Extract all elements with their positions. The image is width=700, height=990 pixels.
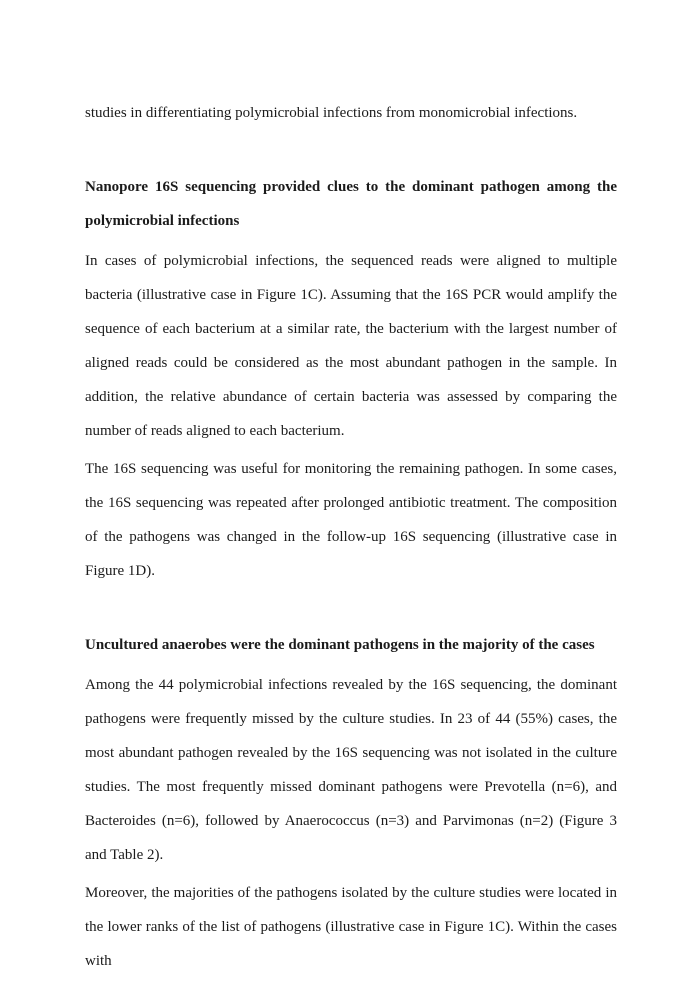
paragraph-polymicrobial-aligned-reads: In cases of polymicrobial infections, the sequenced reads were aligned to multiple bacteria (illustrative case in Figure 1C). Assuming that the 16S PCR would amplify the sequence of each bacterium at a similar rate, the bacterium with the largest number of aligned reads could be considered as the most abundant pathogen in the sample. In addition, the relative abundance of certain bacteria was assessed by comparing the number of reads aligned to each bacterium. xyxy=(85,253,617,439)
paragraph-culture-isolates-lower-ranks: Moreover, the majorities of the pathogens isolated by the culture studies were located in the lower ranks of the list of pathogens (illustrative case in Figure 1C). Within the cases with xyxy=(85,885,617,969)
paragraph-16s-monitoring-remaining-pathogen: The 16S sequencing was useful for monitoring the remaining pathogen. In some cases, the 16S sequencing was repeated after prolonged antibiotic treatment. The composition of the pathogens was changed in the follow-up 16S sequencing (illustrative case in Figure 1D). xyxy=(85,461,617,579)
section-heading-nanopore-16s-dominant-pathogen: Nanopore 16S sequencing provided clues to the dominant pathogen among the polymicrobial infections xyxy=(85,179,617,229)
section-heading-uncultured-anaerobes: Uncultured anaerobes were the dominant pathogens in the majority of the cases xyxy=(85,637,595,653)
paragraph-dominant-pathogens-missed-by-culture: Among the 44 polymicrobial infections revealed by the 16S sequencing, the dominant pathogens were frequently missed by the culture studies. In 23 of 44 (55%) cases, the most abundant pathogen revealed by the 16S sequencing was not isolated in the culture studies. The most frequently missed dominant pathogens were Prevotella (n=6), and Bacteroides (n=6), followed by Anaerococcus (n=3) and Parvimonas (n=2) (Figure 3 and Table 2). xyxy=(85,677,617,863)
paragraph-continued-from-previous-page: studies in differentiating polymicrobial infections from monomicrobial infections. xyxy=(85,105,578,121)
